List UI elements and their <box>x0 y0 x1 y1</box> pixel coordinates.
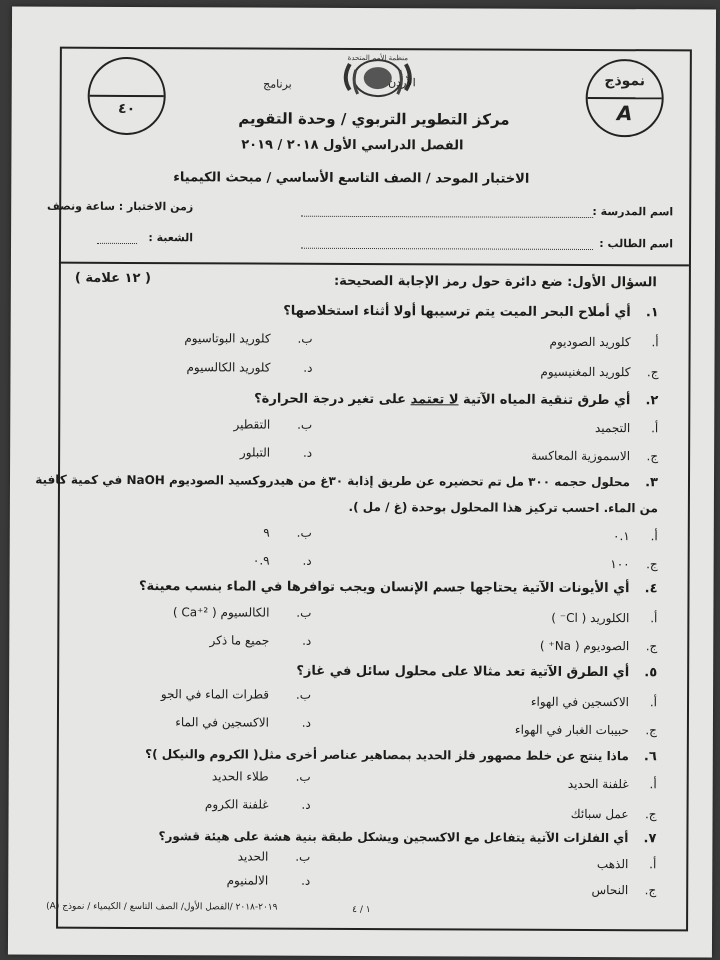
section-field[interactable] <box>97 243 137 244</box>
model-circle <box>586 59 664 137</box>
q3-letter-d: د. <box>302 553 312 568</box>
q5-number: ٥. <box>644 665 658 681</box>
q4-letter-c: ج. <box>645 639 658 654</box>
q3-option-d[interactable]: ٠.٩ <box>252 553 270 568</box>
q4-letter-b: ب. <box>296 605 312 620</box>
q4-option-c[interactable]: الصوديوم ( Na⁺ ) <box>539 638 630 654</box>
section-label: الشعبة : <box>148 231 194 245</box>
q4-option-b[interactable]: الكالسيوم ( Ca⁺² ) <box>172 605 270 620</box>
svg-text:منظمة الأمم المتحدة: منظمة الأمم المتحدة <box>347 53 409 63</box>
q6-option-a[interactable]: غلفنة الحديد <box>567 776 629 792</box>
q6-letter-d: د. <box>301 797 311 812</box>
q6-letter-c: ج. <box>644 807 657 822</box>
q3-number: ٣. <box>645 475 659 491</box>
q1-number: ١. <box>645 305 659 321</box>
un-logo-icon <box>332 52 424 98</box>
q4-number: ٤. <box>644 581 658 597</box>
q7-letter-b: ب. <box>295 849 311 864</box>
q5-letter-b: ب. <box>295 687 312 702</box>
country-label: الأردن <box>388 76 416 90</box>
q3-text: محلول حجمه ٣٠٠ مل تم تحضيره عن طريق إذابة ٣٠غ من هيدروكسيد الصوديوم NaOH في كمية كافية <box>35 472 631 490</box>
q1-option-b[interactable]: كلوريد البوتاسيوم <box>184 331 271 346</box>
model-value: A <box>616 101 633 126</box>
q3-letter-c: ج. <box>646 557 658 572</box>
total-score: ٤٠ <box>118 100 136 118</box>
q3-option-b[interactable]: ٩ <box>263 525 270 540</box>
q5-letter-c: ج. <box>645 723 657 738</box>
q2-letter-c: ج. <box>646 449 659 464</box>
q7-letter-c: ج. <box>644 883 657 898</box>
q6-option-c[interactable]: عمل سبائك <box>570 806 629 822</box>
q2-option-c[interactable]: الاسموزية المعاكسة <box>531 448 631 464</box>
q2-letter-a: أ. <box>651 421 659 436</box>
q7-letter-a: أ. <box>649 857 657 872</box>
q2-option-a[interactable]: التجميد <box>594 421 631 436</box>
q1-option-a[interactable]: كلوريد الصوديوم <box>549 334 631 350</box>
center-title: مركز التطوير التربوي / وحدة التقويم <box>238 109 510 129</box>
model-label: نموذج <box>604 73 646 90</box>
score-circle <box>88 57 166 135</box>
q1-letter-b: ب. <box>297 331 313 346</box>
q4-option-a[interactable]: الكلوريد ( Cl⁻ ) <box>551 610 630 626</box>
q6-number: ٦. <box>643 749 657 765</box>
time-label: زمن الاختبار : ساعة ونصف <box>47 199 194 214</box>
q6-option-b[interactable]: طلاء الحديد <box>211 769 269 784</box>
q1-option-d[interactable]: كلوريد الكالسيوم <box>186 360 271 375</box>
q5-option-c[interactable]: حبيبات الغبار في الهواء <box>514 722 629 738</box>
q4-letter-d: د. <box>302 633 312 648</box>
q3-text-2: من الماء. احسب تركيز هذا المحلول بوحدة (غ / مل ). <box>348 499 658 516</box>
q7-option-c[interactable]: النحاس <box>591 883 629 898</box>
q7-option-d[interactable]: الالمنيوم <box>226 873 269 888</box>
q3-letter-a: أ. <box>650 529 658 544</box>
q2-option-d[interactable]: التبلور <box>239 445 271 460</box>
q7-number: ٧. <box>643 831 657 847</box>
q2-letter-b: ب. <box>297 417 313 432</box>
exam-paper <box>8 6 716 957</box>
school-label: اسم المدرسة : <box>592 205 674 219</box>
q6-letter-a: أ. <box>649 777 657 792</box>
q6-text: ماذا ينتج عن خلط مصهور فلز الحديد بمصاهير عناصر أخرى مثل( الكروم والنيكل )؟ <box>145 747 629 764</box>
q1-letter-d: د. <box>303 360 313 375</box>
q4-letter-a: أ. <box>650 611 658 626</box>
q5-option-a[interactable]: الاكسجين في الهواء <box>530 694 630 710</box>
q6-option-d[interactable]: غلفنة الكروم <box>204 797 269 812</box>
q7-option-a[interactable]: الذهب <box>596 857 629 872</box>
q5-text: أي الطرق الآتية تعد مثالا على محلول سائل في غاز؟ <box>296 663 630 681</box>
q6-letter-b: ب. <box>295 769 311 784</box>
q5-letter-d: د. <box>301 715 311 730</box>
q1-option-c[interactable]: كلوريد المغنيسيوم <box>540 364 631 380</box>
q3-letter-b: ب. <box>296 525 312 540</box>
q7-option-b[interactable]: الحديد <box>237 849 269 864</box>
q3-option-c[interactable]: ١٠٠ <box>610 557 630 572</box>
q1-letter-a: أ. <box>651 335 659 350</box>
exam-title: الاختبار الموحد / الصف التاسع الأساسي / مبحث الكيمياء <box>173 170 530 187</box>
q7-text: أي الفلزات الآتية يتفاعل مع الاكسجين ويشكل طبقة بنية هشة على هيئة قشور؟ <box>158 829 629 846</box>
semester-title: الفصل الدراسي الأول ٢٠١٨ / ٢٠١٩ <box>241 137 464 154</box>
q2-number: ٢. <box>645 393 659 409</box>
footer-info: ٢٠١٩-٢٠١٨ /الفصل الأول/ الصف التاسع / الكيمياء / نموذج (A) <box>46 901 278 913</box>
question-instructions: السؤال الأول: ضع دائرة حول رمز الإجابة الصحيحة: <box>333 273 657 291</box>
q5-option-b[interactable]: قطرات الماء في الجو <box>160 687 270 702</box>
student-label: اسم الطالب : <box>599 237 674 251</box>
q5-letter-a: أ. <box>649 695 658 710</box>
q1-letter-c: ج. <box>646 365 659 380</box>
q2-text: أي طرق تنقية المياه الآتية لا تعتمد على تغير درجة الحرارة؟ <box>254 391 631 409</box>
program-label: برنامج <box>263 77 292 91</box>
q7-letter-d: د. <box>301 873 311 888</box>
page-number: ١ / ٤ <box>352 904 371 916</box>
q2-option-b[interactable]: التقطير <box>233 417 271 432</box>
q5-option-d[interactable]: الاكسجين في الماء <box>175 715 269 730</box>
q4-text: أي الأيونات الآتية يحتاجها جسم الإنسان ويجب توافرها في الماء بنسب معينة؟ <box>138 579 630 597</box>
q4-option-d[interactable]: جميع ما ذكر <box>209 633 270 648</box>
q2-letter-d: د. <box>302 445 313 460</box>
q3-option-a[interactable]: ٠.١ <box>613 529 630 544</box>
q2-emphasis: لا تعتمد <box>410 392 459 408</box>
question-marks: ( ١٢ علامة ) <box>74 270 151 287</box>
q1-text: أي أملاح البحر الميت يتم ترسيبها أولا أثناء استخلاصها؟ <box>283 303 631 321</box>
